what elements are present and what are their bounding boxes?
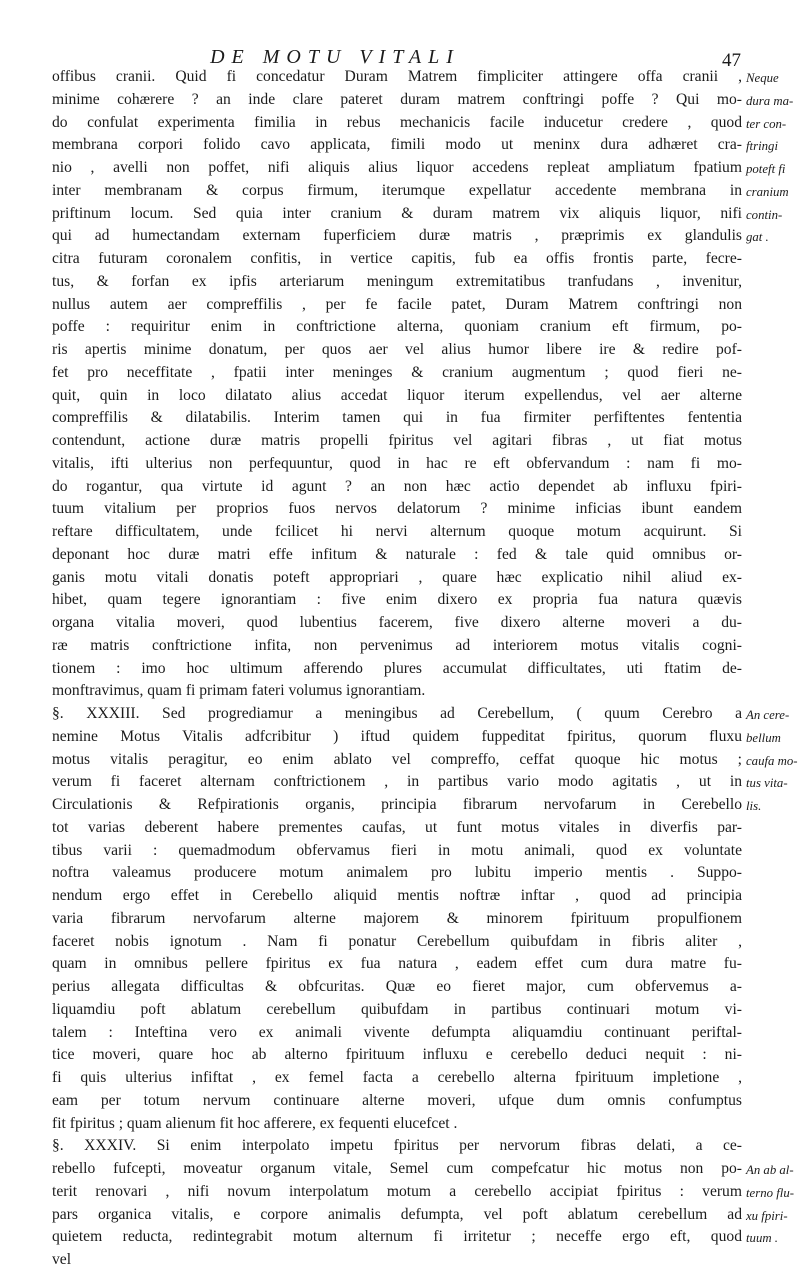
text-line: do confulat experimenta fimilia in rebus mechanicis facile inducetur credere , quod xyxy=(52,113,742,131)
text-line: membrana corpori folido cavo applicata, fimili modo ut meninx dura adhæret cra- xyxy=(52,136,742,154)
text-line: quit, quin in loco dilatato alius accedat liquor iterum expellendus, vel aer alterne xyxy=(52,386,742,404)
margin-note-line: An ab al- xyxy=(746,1163,794,1177)
margin-note-line: tuum . xyxy=(746,1231,778,1246)
text-line: Circulationis & Refpirationis organis, principia fibrarum nervofarum in Cerebello xyxy=(52,796,742,813)
text-line: quam in omnibus pellere fpiritus ex fua natura , eadem effet cum dura matre fu- xyxy=(52,955,742,973)
text-line: reftare difficultatem, unde fcilicet hi nervi alternum quoque motum acquirunt. Si xyxy=(52,523,742,540)
text-line: tice moveri, quare hoc ab alterno fpirituum influxu e cerebello deduci nequit : ni- xyxy=(52,1046,742,1064)
margin-note-line: lis. xyxy=(746,799,762,813)
text-line: tus, & forfan ex ipfis arteriarum meningum extremitatibus tranfudans , invenitur, xyxy=(52,272,742,290)
margin-note-line: cranium xyxy=(746,184,789,199)
text-line: ræ matris conftrictione infita, non pervenimus ad interiorem motus vitalis cogni- xyxy=(52,636,742,654)
text-line: motus vitalis peragitur, eo enim ablato vel compreffo, ceffat quoque hic motus ; xyxy=(52,750,742,768)
text-line: vel xyxy=(52,1251,72,1268)
text-line: tionem : imo hoc ultimum afferendo plures accumulat difficultates, uti ftatim de- xyxy=(52,659,742,677)
text-line: liquamdiu poft ablatum cerebellum quibufdam in partibus continuari motum vi- xyxy=(52,1000,742,1018)
margin-note-line: bellum xyxy=(746,730,781,745)
main-text xyxy=(52,66,742,1272)
text-line: deponant hoc duræ matri effe infitum & naturale : fed & tale quid omnibus or- xyxy=(52,545,742,563)
text-line: perius allegata difficultas & obfcuritas. Quæ eo fieret major, cum obfervemus a- xyxy=(52,978,742,995)
text-line: hibet, quam tegere ignorantiam : five enim dixero ex propria fua natura quævis xyxy=(52,591,742,609)
text-line: minime cohærere ? an inde clare pateret duram matrem conftringi poffe ? Qui mo- xyxy=(52,90,742,108)
text-line: terit renovari , nifi novum interpolatum motum a cerebello accipiat fpiritus : verum xyxy=(52,1182,742,1200)
text-line: compreffilis & dilatabilis. Interim tamen qui in fua firmiter perfiftentes fententia xyxy=(52,409,742,427)
text-line: tibus varii : quemadmodum obfervamus fieri in motu animali, quod ex voluntate xyxy=(52,841,742,859)
text-line: ganis motu vitali donatis poteft appropriari , quare hæc explicatio nihil aliud ex- xyxy=(52,568,742,586)
text-line: ris apertis minime donatum, per quos aer vel alius humor libere ire & redire pof- xyxy=(52,341,742,358)
text-line: offibus cranii. Quid fi concedatur Duram Matrem fimpliciter attingere offa cranii , xyxy=(52,68,742,85)
margin-note-line: terno flu- xyxy=(746,1185,794,1200)
margin-note-line: gat . xyxy=(746,230,769,245)
text-line: §. XXXIII. Sed progrediamur a meningibus ad Cerebellum, ( quum Cerebro a xyxy=(52,705,742,722)
margin-note-line: xu fpiri- xyxy=(746,1208,788,1223)
text-line: tuum vitalium per proprios fuos nervos delatorum ? minime inficias ibunt eandem xyxy=(52,500,742,518)
text-line: quietem reducta, redintegrabit motum alternum fi irritetur ; neceffe ergo eft, quod xyxy=(52,1228,742,1246)
text-line: vitalis, ifti ulterius non perfequuntur, quod in hac re eft obfervandum : nam fi mo- xyxy=(52,454,742,472)
margin-note-line: ter con- xyxy=(746,116,787,131)
text-line: monftravimus, quam fi primam fateri volumus ignorantiam. xyxy=(52,682,426,700)
text-line: §. XXXIV. Si enim interpolato impetu fpiritus per nervorum fibras delati, a ce- xyxy=(52,1137,742,1155)
text-line: inter membranam & corpus firmum, iterumque expellatur accedente membrana in xyxy=(52,181,742,199)
page-number: 47 xyxy=(722,50,741,71)
margin-note-line: dura ma- xyxy=(746,93,794,108)
text-line: noftra valeamus producere motum animalem pro lubitu imperio mentis . Suppo- xyxy=(52,864,742,882)
text-line: fit fpiritus ; quam alienum fit hoc afferere, ex fequenti elucefcet . xyxy=(52,1114,458,1132)
text-line: nemine Motus Vitalis adfcribitur ) iftud quidem fuppeditat fpiritus, quorum fluxu xyxy=(52,727,742,745)
text-line: tot varias deberent habere prementes caufas, ut funt motus vitales in diverfis par- xyxy=(52,818,742,836)
text-line: do rogantur, qua virtute id agunt ? an non hæc actio dependet ab influxu fpiri- xyxy=(52,477,742,495)
margin-note-line: caufa mo- xyxy=(746,753,798,768)
text-line: qui ad humectandam externam fuperficiem duræ matris , præprimis ex glandulis xyxy=(52,227,742,245)
margin-note-line: An cere- xyxy=(746,708,790,722)
text-line: citra futuram coronalem confitis, in vertice capitis, fub ea offis frontis parte, fecre- xyxy=(52,250,742,267)
text-line: verum fi faceret alternam conftrictionem , in partibus vario modo agitatis , ut in xyxy=(52,773,742,791)
text-line: priftinum locum. Sed quia inter cranium & duram matrem vix aliquis liquor, nifi xyxy=(52,204,742,222)
text-line: eam per totum nervum continuare alterne moveri, ufque dum omnis confumptus xyxy=(52,1091,742,1109)
text-line: rebello fufcepti, moveatur organum vitale, Semel cum compefcatur hic motus non po- xyxy=(52,1160,742,1177)
margin-note-line: ftringi xyxy=(746,139,778,154)
text-line: fet pro neceffitate , fpatii inter meninges & cranium augmentum ; quod fieri ne- xyxy=(52,363,742,381)
margin-note-line: Neque xyxy=(746,71,779,85)
text-line: pars organica vitalis, e corpore animalis defumpta, vel poft ablatum cerebellum ad xyxy=(52,1205,742,1223)
text-line: poffe : requiritur enim in conftrictione alterna, quoniam cranium eft firmum, po- xyxy=(52,318,742,336)
margin-note-line: poteft fi xyxy=(746,162,786,176)
text-line: organa vitalia moveri, quod lubentius facerem, five dixero alterne moveri a du- xyxy=(52,614,742,631)
margin-note-line: tus vita- xyxy=(746,776,788,791)
text-line: nio , avelli non poffet, nifi aliquis alius liquor accedens repleat ampliatum fpatium xyxy=(52,159,742,176)
text-line: talem : Inteftina vero ex animali vivente defumpta aliquamdiu continuant periftal- xyxy=(52,1023,742,1041)
text-line: nendum ergo effet in Cerebello aliquid mentis noftræ inftar , quod ad principia xyxy=(52,887,742,904)
margin-note-line: contin- xyxy=(746,207,783,222)
text-line: nullus autem aer compreffilis , per fe facile patet, Duram Matrem conftringi non xyxy=(52,295,742,313)
text-line: faceret nobis ignotum . Nam fi ponatur Cerebellum quibufdam in fibris aliter , xyxy=(52,932,742,950)
text-line: contendunt, actione duræ matris propelli fpiritus vel agitari fibras , ut fiat motus xyxy=(52,432,742,449)
running-title: DE MOTU VITALI xyxy=(210,46,460,68)
text-line: fi quis ulterius infiftat , ex femel facta a cerebello alterna fpirituum impletione , xyxy=(52,1069,742,1086)
text-line: varia fibrarum nervofarum alterne majorem & minorem fpirituum propulfionem xyxy=(52,909,742,927)
